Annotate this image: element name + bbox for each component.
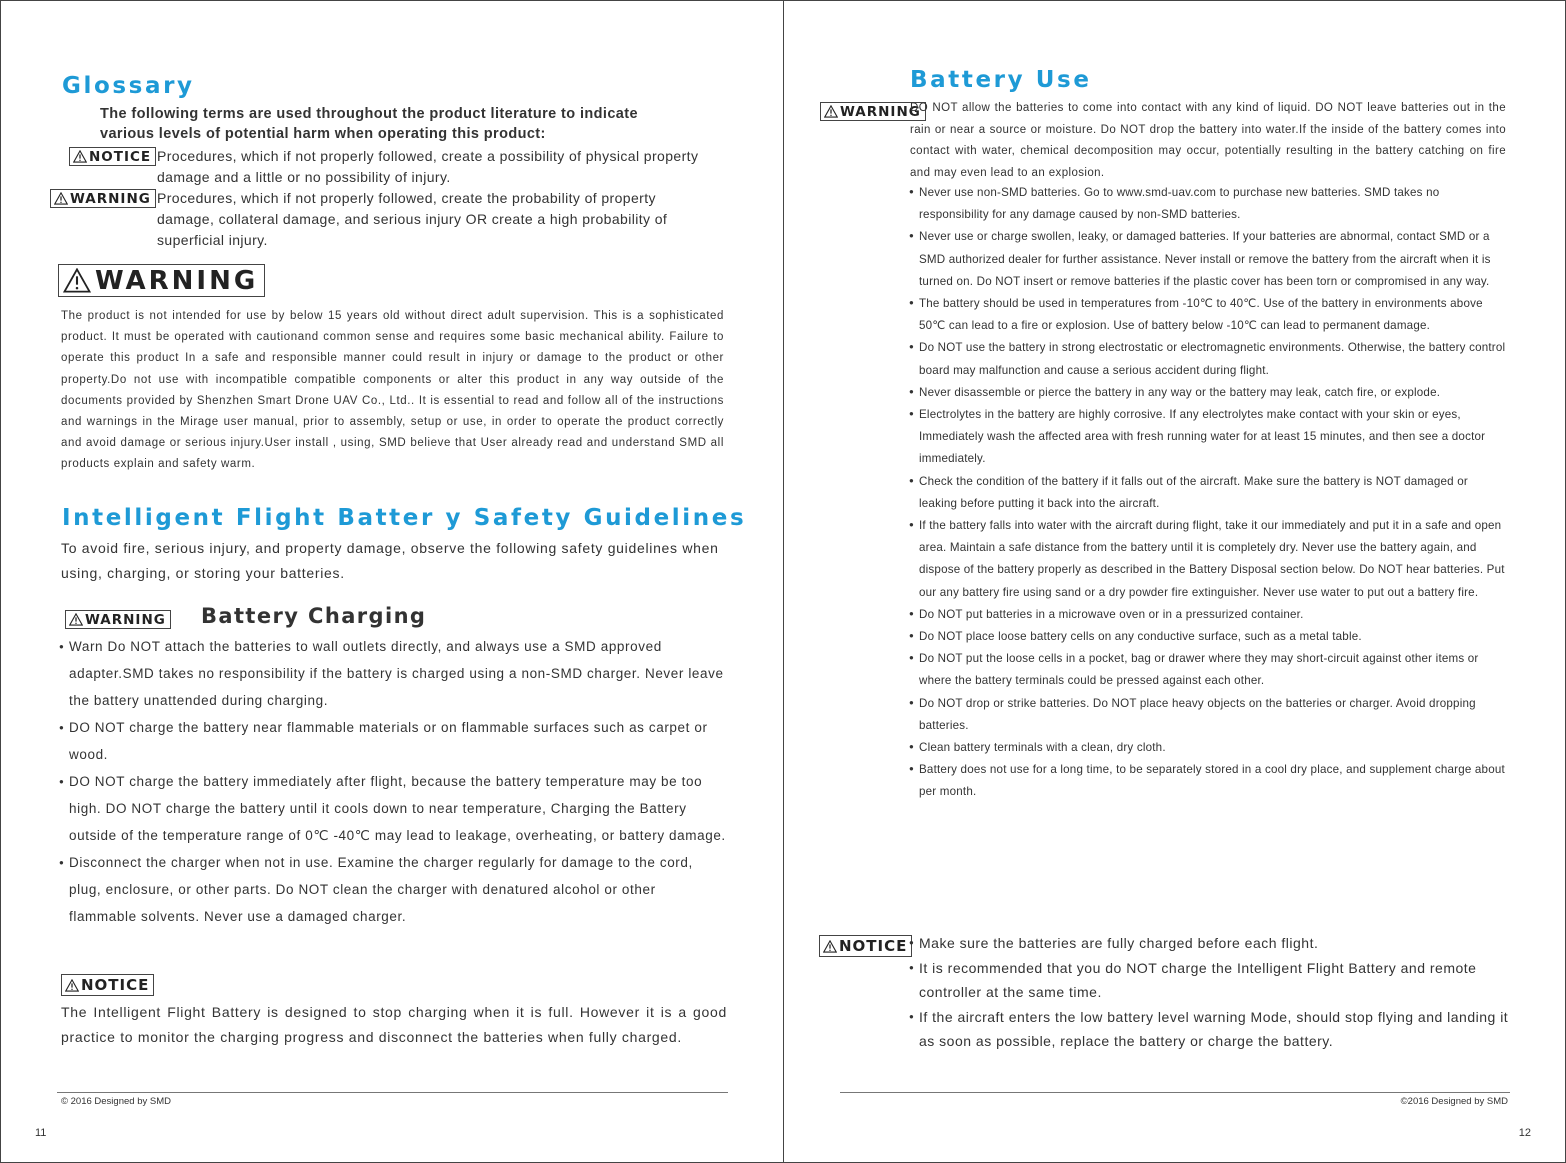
- charging-notice-tag-label: NOTICE: [81, 976, 150, 994]
- battery-use-list: [909, 182, 1509, 804]
- warning-triangle-icon: [63, 268, 91, 293]
- warning-tag-label: WARNING: [70, 190, 151, 207]
- warning-triangle-icon: [73, 150, 87, 163]
- charging-notice-text: The Intelligent Flight Battery is designed to stop charging when it is full. However it is a good practice to monitor the charging progress and disconnect the batteries when fully charged.: [61, 1004, 727, 1045]
- list-item: ● Do NOT use the battery in strong electrostatic or electromagnetic environments. Otherwise, the battery control board may malfunction and cause a serious accident during flight.: [909, 337, 1509, 381]
- list-item: ● Electrolytes in the battery are highly corrosive. If any electrolytes make contact with your skin or eyes, Immediately wash the affected area with fresh running water for at least 15 minutes, and then see a doctor immediately.: [909, 404, 1509, 471]
- list-item: ● If the aircraft enters the low battery level warning Mode, should stop flying and landing it as soon as possible, replace the battery or charge the battery.: [909, 1005, 1509, 1054]
- warning-triangle-icon: [823, 940, 837, 953]
- charging-warning-tag-label: WARNING: [85, 611, 166, 628]
- main-warning-tag-label: WARNING: [95, 265, 259, 296]
- page-number: 11: [35, 1127, 47, 1139]
- warning-tag: [50, 189, 156, 208]
- list-item: ● DO NOT charge the battery near flammable materials or on flammable surfaces such as carpet or wood.: [59, 714, 727, 768]
- notice-definition: Procedures, which if not properly followed, create a possibility of physical property damage and a little or no possibility of injury.: [157, 148, 699, 185]
- footer-copyright: © 2016 Designed by SMD: [61, 1096, 171, 1107]
- guidelines-intro: To avoid fire, serious injury, and property damage, observe the following safety guidelines when using, charging, or storing your batteries.: [61, 540, 719, 581]
- battery-use-notice-list: [909, 931, 1509, 1054]
- notice-tag: [69, 147, 156, 166]
- list-item: ● Warn Do NOT attach the batteries to wall outlets directly, and always use a SMD approved adapter.SMD takes no responsibility if the battery is charged using a non-SMD charger. Never leave the battery unattended during charging.: [59, 633, 727, 714]
- guidelines-title: Intelligent Flight Batter y Safety Guidelines: [62, 505, 747, 531]
- list-item: ● DO NOT charge the battery immediately after flight, because the battery temperature may be too high. DO NOT charge the battery until it cools down to near temperature, Charging the Battery outside of the temperature range of 0℃ -40℃ may lead to leakage, overheating, or battery damage.: [59, 768, 727, 849]
- battery-use-notice-tag: [819, 935, 912, 957]
- charging-notice-tag: [61, 974, 154, 996]
- list-item: ● Never use non-SMD batteries. Go to www.smd-uav.com to purchase new batteries. SMD takes no responsibility for any damage caused by non-SMD batteries.: [909, 182, 1509, 226]
- footer-rule: [840, 1092, 1510, 1093]
- battery-use-title: Battery Use: [910, 67, 1092, 93]
- battery-use-notice-tag-label: NOTICE: [839, 937, 908, 955]
- warning-triangle-icon: [69, 613, 83, 626]
- list-item: ● It is recommended that you do NOT charge the Intelligent Flight Battery and remote controller at the same time.: [909, 956, 1509, 1005]
- charging-list: [59, 633, 727, 930]
- list-item: ● Never disassemble or pierce the battery in any way or the battery may leak, catch fire, or explode.: [909, 382, 1509, 404]
- glossary-title: Glossary: [62, 73, 195, 99]
- list-item: ● Battery does not use for a long time, to be separately stored in a cool dry place, and supplement charge about per month.: [909, 759, 1509, 803]
- list-item: ● Disconnect the charger when not in use. Examine the charger regularly for damage to the cord, plug, enclosure, or other parts. Do NOT clean the charger with denatured alcohol or other flammable solvents. Never use a damaged charger.: [59, 849, 727, 930]
- main-warning-text: The product is not intended for use by below 15 years old without direct adult supervision. This is a sophisticated product. It must be operated with cautionand common sense and requires some basic mechanical ability. Failure to operate this product In a safe and responsible manner could result in injury or damage to the product or other property.Do not use with incompatible compatible components or alter this product in any way outside of the documents provided by Shenzhen Smart Drone UAV Co., Ltd.. It is essential to read and follow all of the instructions and warnings in the Mirage user manual, prior to assembly, setup or use, in order to operate the product correctly and avoid damage or serious injury.User install , using, SMD believe that User already read and understand SMD all products explain and safety warm.: [61, 310, 724, 471]
- warning-definition: Procedures, which if not properly followed, create the probability of property damage, collateral damage, and serious injury OR create a high probability of superficial injury.: [157, 190, 668, 248]
- warning-triangle-icon: [65, 979, 79, 992]
- list-item: ● Make sure the batteries are fully charged before each flight.: [909, 931, 1509, 956]
- warning-triangle-icon: [54, 192, 68, 205]
- footer-copyright: ©2016 Designed by SMD: [1400, 1096, 1508, 1107]
- list-item: ● Do NOT put the loose cells in a pocket, bag or drawer where they may short-circuit against other items or where the battery terminals could be pressed against each other.: [909, 648, 1509, 692]
- battery-use-intro: DO NOT allow the batteries to come into contact with any kind of liquid. DO NOT leave batteries out in the rain or near a source or moisture. Do NOT drop the battery into water.If the inside of the battery comes into contact with water, chemical decomposition may occur, potentially resulting in the battery catching on fire and may even lead to an explosion.: [910, 102, 1506, 179]
- list-item: ● Never use or charge swollen, leaky, or damaged batteries. If your batteries are abnormal, contact SMD or a SMD authorized dealer for further assistance. Never install or remove the battery from the aircraft when it is turned on. Do NOT insert or remove batteries if the plastic cover has been torn or compromised in any way.: [909, 226, 1509, 293]
- warning-triangle-icon: [824, 105, 838, 118]
- battery-use-warning-tag-label: WARNING: [840, 103, 921, 120]
- main-warning-tag: [58, 264, 265, 297]
- page-12: [783, 0, 1566, 1163]
- list-item: ● The battery should be used in temperatures from -10℃ to 40℃. Use of the battery in environments above 50℃ can lead to a fire or explosion. Use of battery below -10℃ can lead to permanent damage.: [909, 293, 1509, 337]
- charging-warning-tag: [65, 610, 171, 629]
- list-item: ● If the battery falls into water with the aircraft during flight, take it our immediately and put it in a safe and open area. Maintain a safe distance from the battery until it is completely dry. Never use the battery again, and dispose of the battery properly as described in the Battery Disposal section below. Do NOT hear batteries. Put our any battery fire using sand or a dry powder fire extinguisher. Never use water to put out a battery fire.: [909, 515, 1509, 604]
- list-item: ● Check the condition of the battery if it falls out of the aircraft. Make sure the battery is NOT damaged or leaking before putting it back into the aircraft.: [909, 471, 1509, 515]
- list-item: ● Do NOT put batteries in a microwave oven or in a pressurized container.: [909, 604, 1509, 626]
- notice-tag-label: NOTICE: [89, 148, 152, 165]
- footer-rule: [57, 1092, 728, 1093]
- list-item: ● Do NOT drop or strike batteries. Do NOT place heavy objects on the batteries or charger. Avoid dropping batteries.: [909, 693, 1509, 737]
- list-item: ● Clean battery terminals with a clean, dry cloth.: [909, 737, 1509, 759]
- battery-charging-heading: Battery Charging: [201, 604, 427, 628]
- glossary-intro: The following terms are used throughout the product literature to indicate various levels of potential harm when operating this product:: [100, 106, 638, 142]
- page-number: 12: [1518, 1127, 1531, 1139]
- list-item: ● Do NOT place loose battery cells on any conductive surface, such as a metal table.: [909, 626, 1509, 648]
